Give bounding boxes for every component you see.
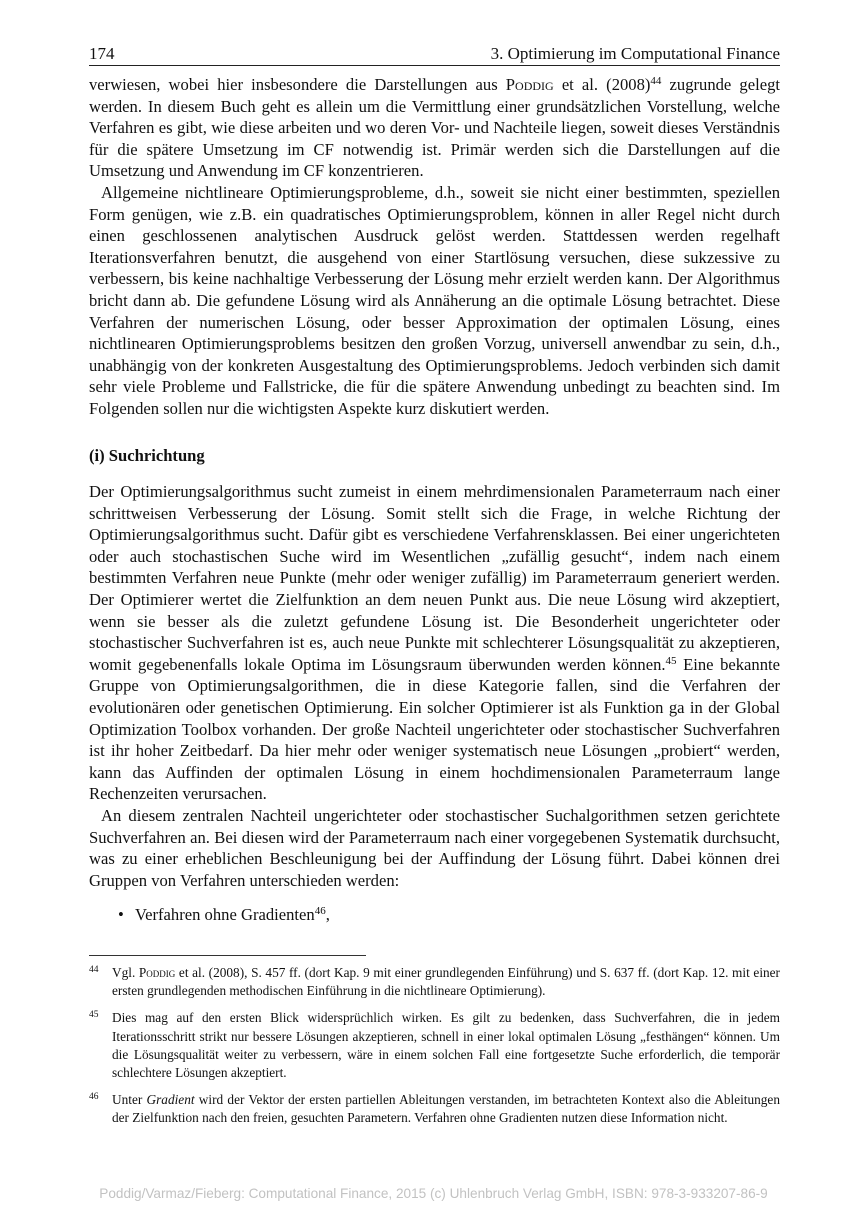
footnote-text-b: wird der Vektor der ersten partiellen Ableitungen verstanden, im betrachteten Kontext also die Ableitungen der Zielfunktion nach den freien, gesuchten Parametern. Verfahren ohne Gradienten nutzen diese Information nicht. — [112, 1092, 780, 1126]
bullet-icon: • — [118, 905, 124, 925]
footnote-number: 45 — [89, 1010, 99, 1021]
emphasized-term: Gradient — [146, 1092, 195, 1108]
footnote-text-a: Vgl. — [112, 965, 139, 980]
footnote-text: Dies mag auf den ersten Blick widersprüchlich wirken. Es gilt zu bedenken, dass Suchverfahren, die in jedem Iterationsschritt strikt nur bessere Lösungen akzeptieren, schnell in einer lokal optimalen Lösung „festhängen“ können. Um die Lösungsqualität weiter zu verbessern, wäre in einem solchen Fall eine fortgesetzte Suche erforderlich, die temporär schlechtere Lösungen akzeptiert. — [112, 1010, 780, 1081]
footnote-ref-45[interactable]: 45 — [665, 654, 677, 667]
footnote-46 — [89, 1091, 780, 1127]
author-name: Poddig — [505, 75, 554, 94]
footnote-number: 44 — [89, 965, 99, 975]
paragraph-4: An diesem zentralen Nachteil ungerichteter oder stochastischer Suchalgorithmen setzen gerichtete Suchverfahren an. Bei diesen wird der Parameterraum nach einer vorgegebenen Systematik durchsucht, was zu einer erheblichen Beschleunigung bei der Auffindung der Lösung führt. Dabei können drei Gruppen von Verfahren unterschieden werden: — [89, 806, 780, 890]
footnote-text-a: Unter — [112, 1092, 147, 1108]
footnote-separator — [89, 955, 366, 956]
main-text — [89, 74, 780, 926]
footnotes — [89, 964, 780, 1137]
paragraph-1 — [89, 74, 780, 182]
author-name: Poddig — [138, 965, 176, 980]
footnote-ref-46[interactable]: 46 — [314, 905, 326, 918]
list-item-suffix: , — [325, 905, 330, 925]
paragraph-3-text-a: Der Optimierungsalgorithmus sucht zumeist in einem mehrdimensionalen Parameterraum nach einer schrittweisen Verbesserung der Lösung. Somit stellt sich die Frage, in welche Richtung der Optimierungsalgorithmus sucht. Dafür gibt es verschiedene Verfahrensklassen. Bei einer ungerichteten oder auch stochastischen Suche wird im Wesentlichen „zufällig gesucht“, indem nach einem bestimmten Verfahren neue Punkte (mehr oder weniger zufällig) im Parameterraum generiert werden. Der Optimierer wertet die Zielfunktion an dem neuen Punkt aus. Die neue Lösung wird akzeptiert, wenn sie besser als die zuletzt gefundene Lösung ist. Die Besonderheit ungerichteter oder stochastischer Suchverfahren ist es, auch neue Punkte mit schlechterer Lösungsqualität zu akzeptieren, womit gegebenenfalls lokale Optima im Lösungsraum überwunden werden können. — [89, 482, 780, 674]
copyright-watermark: Poddig/Varmaz/Fieberg: Computational Finance, 2015 (c) Uhlenbruch Verlag GmbH, ISBN: 978-3-933207-86-9 — [99, 1186, 768, 1201]
running-header — [89, 44, 780, 66]
footnote-ref-44[interactable]: 44 — [650, 75, 662, 87]
bullet-list — [89, 904, 780, 926]
footnote-44 — [89, 964, 780, 1000]
running-title: 3. Optimierung im Computational Finance — [490, 44, 780, 63]
paragraph-3 — [89, 481, 780, 805]
paragraph-2: Allgemeine nichtlineare Optimierungsprobleme, d.h., soweit sie nicht einer bestimmten, speziellen Form genügen, wie z.B. ein quadratisches Optimierungsproblem, können in aller Regel nicht durch einen geschlossenen analytischen Ausdruck gelöst werden. Stattdessen werden regelhaft Iterationsverfahren benutzt, die ausgehend von einer Startlösung versuchen, diese sukzessive zu verbessern, bis keine nachhaltige Verbesserung der Lösung mehr erzielt werden kann. Der Algorithmus bricht dann ab. Die gefundene Lösung wird als Annäherung an die optimale Lösung betrachtet. Diese Verfahren der numerischen Lösung, oder besser Approximation der optimalen Lösung, eines nichtlinearen Optimierungsproblems besitzen den großen Vorzug, universell anwendbar zu sein, d.h., unabhängig von der konkreten Ausgestaltung des Optimierungsproblems. Jedoch verbinden sich damit sehr viele Probleme und Fallstricke, die für die spätere Anwendung unbedingt zu beachten sind. Im Folgenden sollen nur die wichtigsten Aspekte kurz diskutiert werden. — [89, 182, 780, 418]
paragraph-3-text-b: Eine bekannte Gruppe von Optimierungsalgorithmen, die in diese Kategorie fallen, sind die Verfahren der evolutionären oder genetischen Optimierung. Ein solcher Optimierer ist als Funktion ga in der Global Optimization Toolbox vorhanden. Der große Nachteil ungerichteter oder stochastischer Suchverfahren ist ihr hoher Zeitbedarf. Da hier mehr oder weniger systematisch neue Lösungen „probiert“ werden, kann das Auffinden der optimalen Lösung in einem hochdimensionalen Parameterraum lange Rechenzeiten verursachen. — [89, 654, 780, 804]
page-number: 174 — [89, 44, 115, 63]
footnote-number: 46 — [89, 1092, 99, 1103]
paragraph-1-text-b: et al. (2008) — [553, 75, 651, 94]
list-item-text: Verfahren ohne Gradienten — [135, 905, 315, 925]
footnote-45 — [89, 1009, 780, 1082]
section-heading: (i) Suchrichtung — [89, 445, 205, 465]
list-item — [89, 904, 780, 926]
paragraph-1-text-c: zugrunde gelegt werden. In diesem Buch geht es allein um die Vermittlung einer grundsätzlichen Vorstellung, welche Verfahren es gibt, wie diese arbeiten und wo deren Vor- und Nachteile liegen, soweit dieses Verständnis für die spätere Umsetzung im CF notwendig ist. Primär werden sich die Darstellungen auf die Umsetzung und Anwendung im CF konzentrieren. — [89, 75, 780, 181]
paragraph-1-text-a: verwiesen, wobei hier insbesondere die Darstellungen aus — [89, 75, 506, 94]
footnote-text-b: et al. (2008), S. 457 ff. (dort Kap. 9 mit einer grundlegenden Einführung) und S. 637 ff. (dort Kap. 12. mit einer ersten grundlegenden methodischen Einführung in die nichtlineare Optimierung). — [112, 965, 780, 999]
